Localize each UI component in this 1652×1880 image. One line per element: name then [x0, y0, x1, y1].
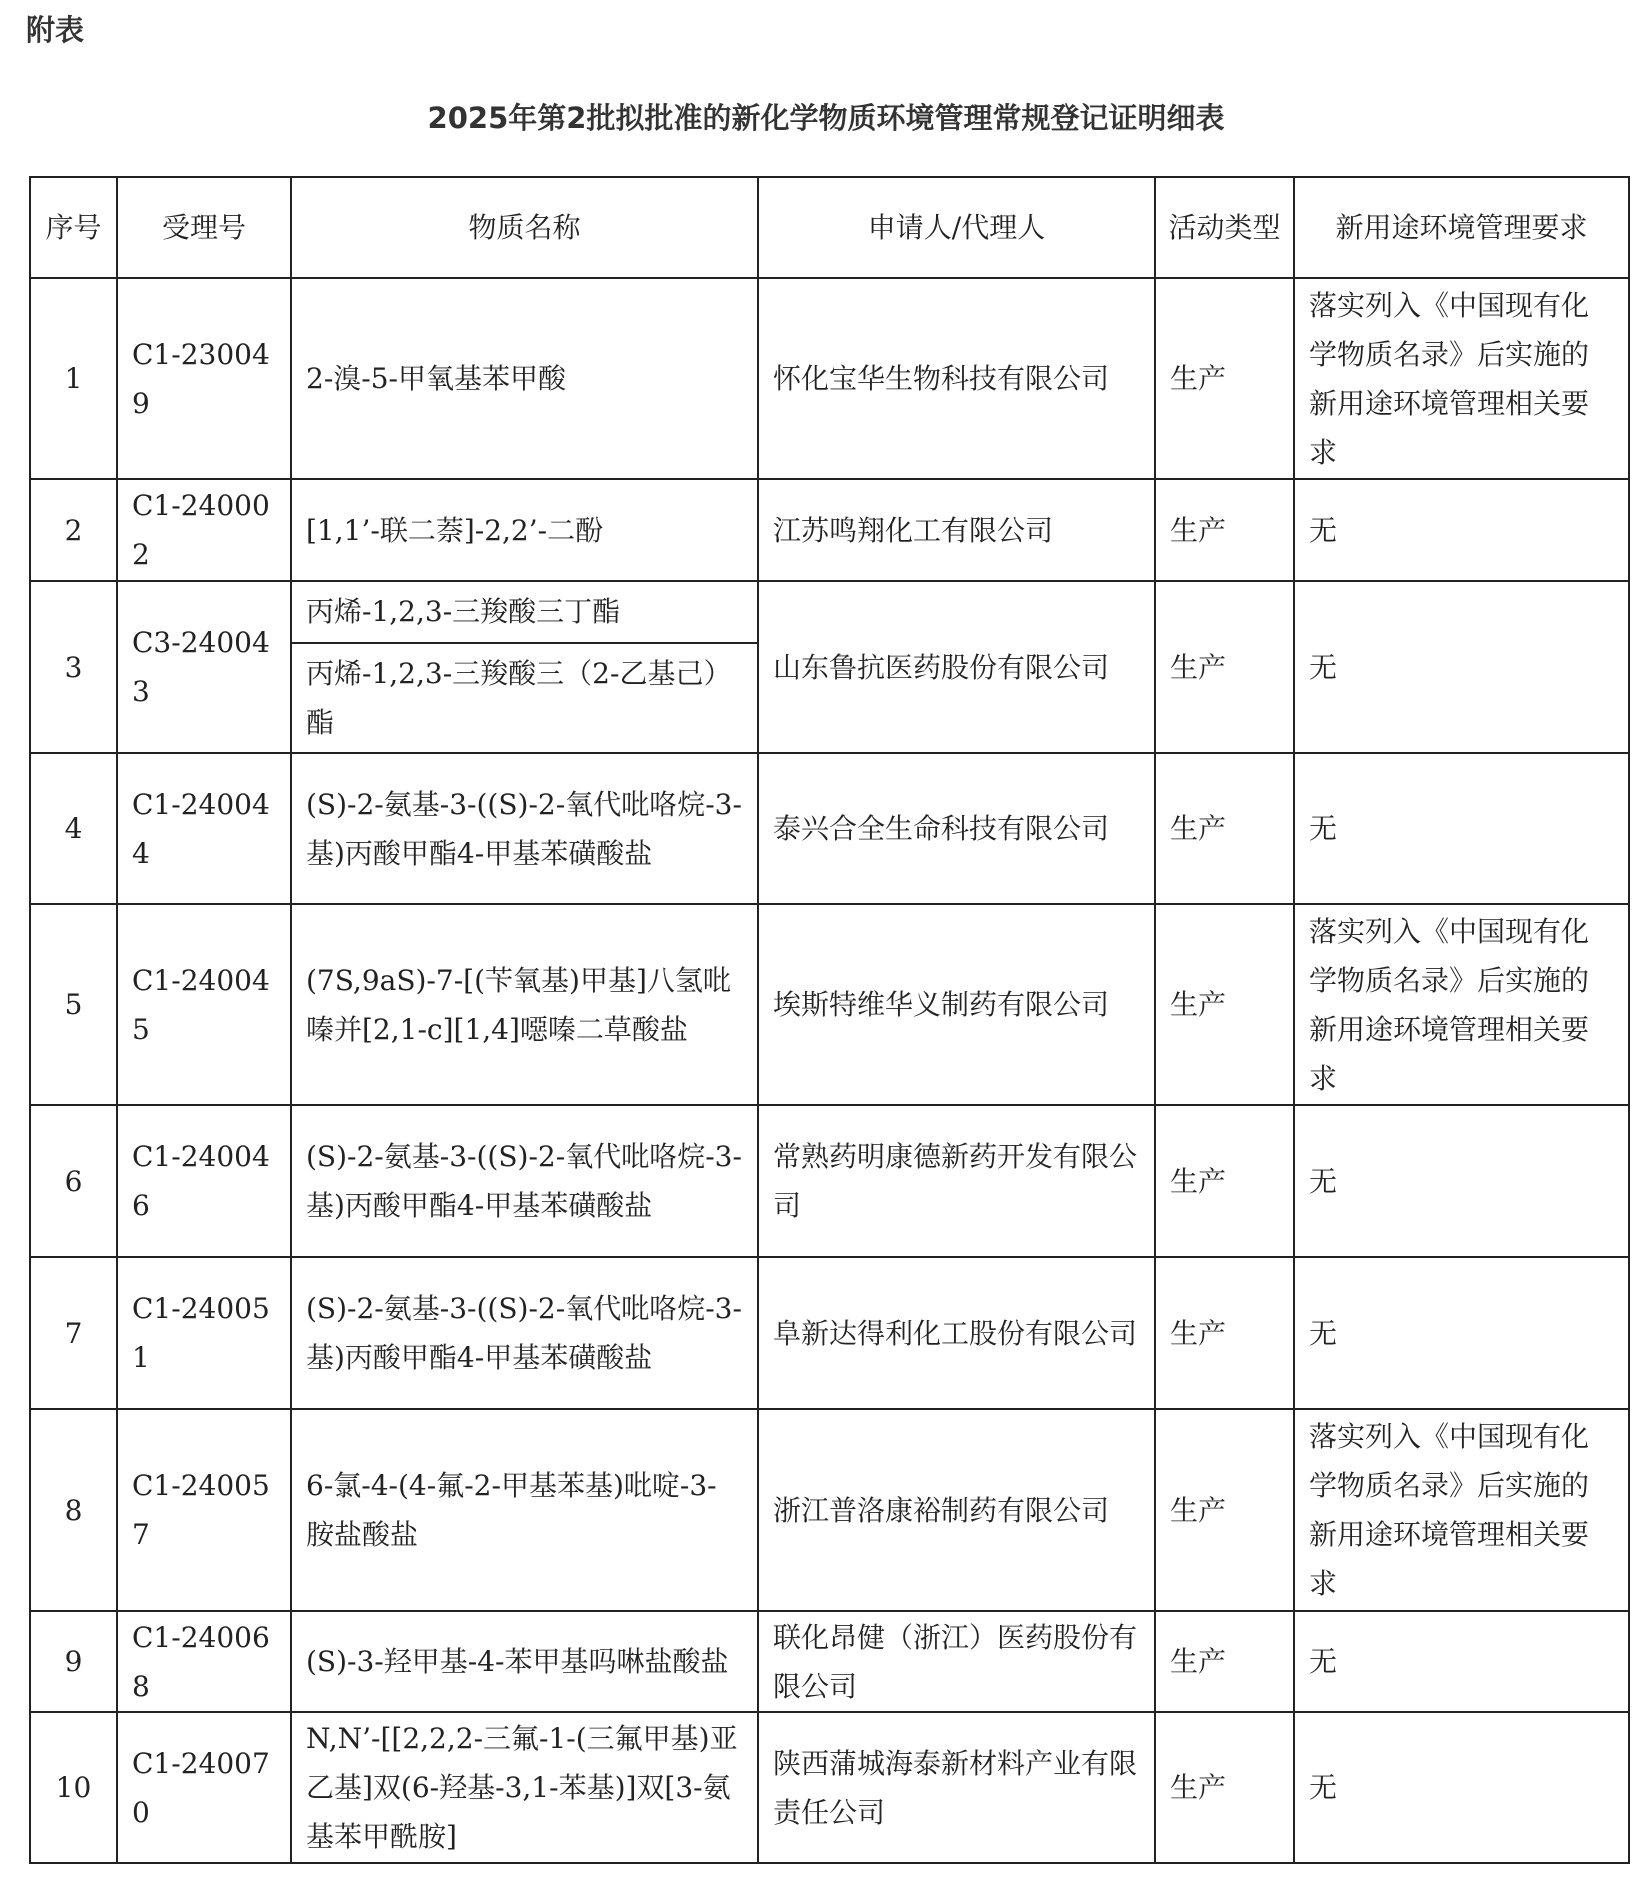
cell-activity: 生产: [1155, 753, 1294, 904]
table-row: [30, 1257, 1629, 1409]
cell-substance: N,N’-[[2,2,2-三氟-1-(三氟甲基)亚乙基]双(6-羟基-3,1-苯基)]双[3-氨基苯甲酰胺]: [291, 1712, 758, 1863]
cell-applicant: 常熟药明康德新药开发有限公司: [758, 1105, 1155, 1257]
table-row: [30, 1409, 1629, 1611]
cell-applicant: 浙江普洛康裕制药有限公司: [758, 1409, 1155, 1611]
cell-accept-no: C1-240044: [117, 753, 291, 904]
cell-requirement: 无: [1294, 1611, 1629, 1712]
cell-activity: 生产: [1155, 1409, 1294, 1611]
cell-seq: 5: [30, 904, 117, 1105]
cell-applicant: 山东鲁抗医药股份有限公司: [758, 581, 1155, 753]
cell-substance: 6-氯-4-(4-氟-2-甲基苯基)吡啶-3-胺盐酸盐: [291, 1409, 758, 1611]
table-header-row: [30, 177, 1629, 278]
detail-table: [29, 176, 1630, 1864]
cell-activity: 生产: [1155, 581, 1294, 753]
cell-applicant: 联化昂健（浙江）医药股份有限公司: [758, 1611, 1155, 1712]
cell-accept-no: C1-240002: [117, 479, 291, 581]
cell-accept-no: C1-240046: [117, 1105, 291, 1257]
cell-accept-no: C1-240045: [117, 904, 291, 1105]
attachment-label: 附表: [26, 13, 85, 47]
cell-applicant: 埃斯特维华义制药有限公司: [758, 904, 1155, 1105]
cell-activity: 生产: [1155, 278, 1294, 479]
cell-accept-no: C1-240051: [117, 1257, 291, 1409]
cell-substance: [1,1’-联二萘]-2,2’-二酚: [291, 479, 758, 581]
cell-accept-no: C1-240068: [117, 1611, 291, 1712]
cell-seq: 7: [30, 1257, 117, 1409]
cell-applicant: 阜新达得利化工股份有限公司: [758, 1257, 1155, 1409]
cell-seq: 8: [30, 1409, 117, 1611]
cell-activity: 生产: [1155, 904, 1294, 1105]
table-row: [30, 1611, 1629, 1712]
table-row: [30, 581, 1629, 753]
cell-requirement: 无: [1294, 1257, 1629, 1409]
cell-requirement: 无: [1294, 581, 1629, 753]
cell-seq: 2: [30, 479, 117, 581]
cell-seq: 1: [30, 278, 117, 479]
cell-activity: 生产: [1155, 479, 1294, 581]
cell-requirement: 无: [1294, 753, 1629, 904]
table-row: [30, 278, 1629, 479]
cell-requirement: 落实列入《中国现有化学物质名录》后实施的新用途环境管理相关要求: [1294, 904, 1629, 1105]
cell-applicant: 泰兴合全生命科技有限公司: [758, 753, 1155, 904]
cell-substance: 2-溴-5-甲氧基苯甲酸: [291, 278, 758, 479]
cell-seq: 4: [30, 753, 117, 904]
cell-activity: 生产: [1155, 1712, 1294, 1863]
cell-activity: 生产: [1155, 1611, 1294, 1712]
cell-substance: [291, 581, 758, 753]
table-row: [30, 479, 1629, 581]
cell-accept-no: C1-240057: [117, 1409, 291, 1611]
cell-seq: 9: [30, 1611, 117, 1712]
header-substance: 物质名称: [291, 177, 758, 278]
header-accept-no: 受理号: [117, 177, 291, 278]
header-seq: 序号: [30, 177, 117, 278]
header-applicant: 申请人/代理人: [758, 177, 1155, 278]
table-row: [30, 753, 1629, 904]
document-title: 2025年第2批拟批准的新化学物质环境管理常规登记证明细表: [427, 101, 1225, 135]
cell-substance: (S)-2-氨基-3-((S)-2-氧代吡咯烷-3-基)丙酸甲酯4-甲基苯磺酸盐: [291, 1105, 758, 1257]
cell-requirement: 落实列入《中国现有化学物质名录》后实施的新用途环境管理相关要求: [1294, 1409, 1629, 1611]
header-requirement: 新用途环境管理要求: [1294, 177, 1629, 278]
cell-substance: (7S,9aS)-7-[(苄氧基)甲基]八氢吡嗪并[2,1-c][1,4]噁嗪二草酸盐: [291, 904, 758, 1105]
cell-applicant: 陕西蒲城海泰新材料产业有限责任公司: [758, 1712, 1155, 1863]
cell-activity: 生产: [1155, 1257, 1294, 1409]
cell-seq: 6: [30, 1105, 117, 1257]
cell-substance: (S)-2-氨基-3-((S)-2-氧代吡咯烷-3-基)丙酸甲酯4-甲基苯磺酸盐: [291, 753, 758, 904]
cell-accept-no: C1-230049: [117, 278, 291, 479]
cell-requirement: 落实列入《中国现有化学物质名录》后实施的新用途环境管理相关要求: [1294, 278, 1629, 479]
cell-accept-no: C1-240070: [117, 1712, 291, 1863]
substance-part: 丙烯-1,2,3-三羧酸三丁酯: [306, 595, 621, 628]
cell-substance: (S)-3-羟甲基-4-苯甲基吗啉盐酸盐: [291, 1611, 758, 1712]
header-activity: 活动类型: [1155, 177, 1294, 278]
table-row: [30, 1105, 1629, 1257]
cell-activity: 生产: [1155, 1105, 1294, 1257]
cell-applicant: 怀化宝华生物科技有限公司: [758, 278, 1155, 479]
table-row: [30, 1712, 1629, 1863]
substance-part: 丙烯-1,2,3-三羧酸三（2-乙基己）酯: [292, 642, 757, 752]
cell-requirement: 无: [1294, 1105, 1629, 1257]
cell-substance: (S)-2-氨基-3-((S)-2-氧代吡咯烷-3-基)丙酸甲酯4-甲基苯磺酸盐: [291, 1257, 758, 1409]
cell-requirement: 无: [1294, 1712, 1629, 1863]
cell-applicant: 江苏鸣翔化工有限公司: [758, 479, 1155, 581]
table-row: [30, 904, 1629, 1105]
cell-seq: 3: [30, 581, 117, 753]
cell-requirement: 无: [1294, 479, 1629, 581]
cell-accept-no: C3-240043: [117, 581, 291, 753]
cell-seq: 10: [30, 1712, 117, 1863]
